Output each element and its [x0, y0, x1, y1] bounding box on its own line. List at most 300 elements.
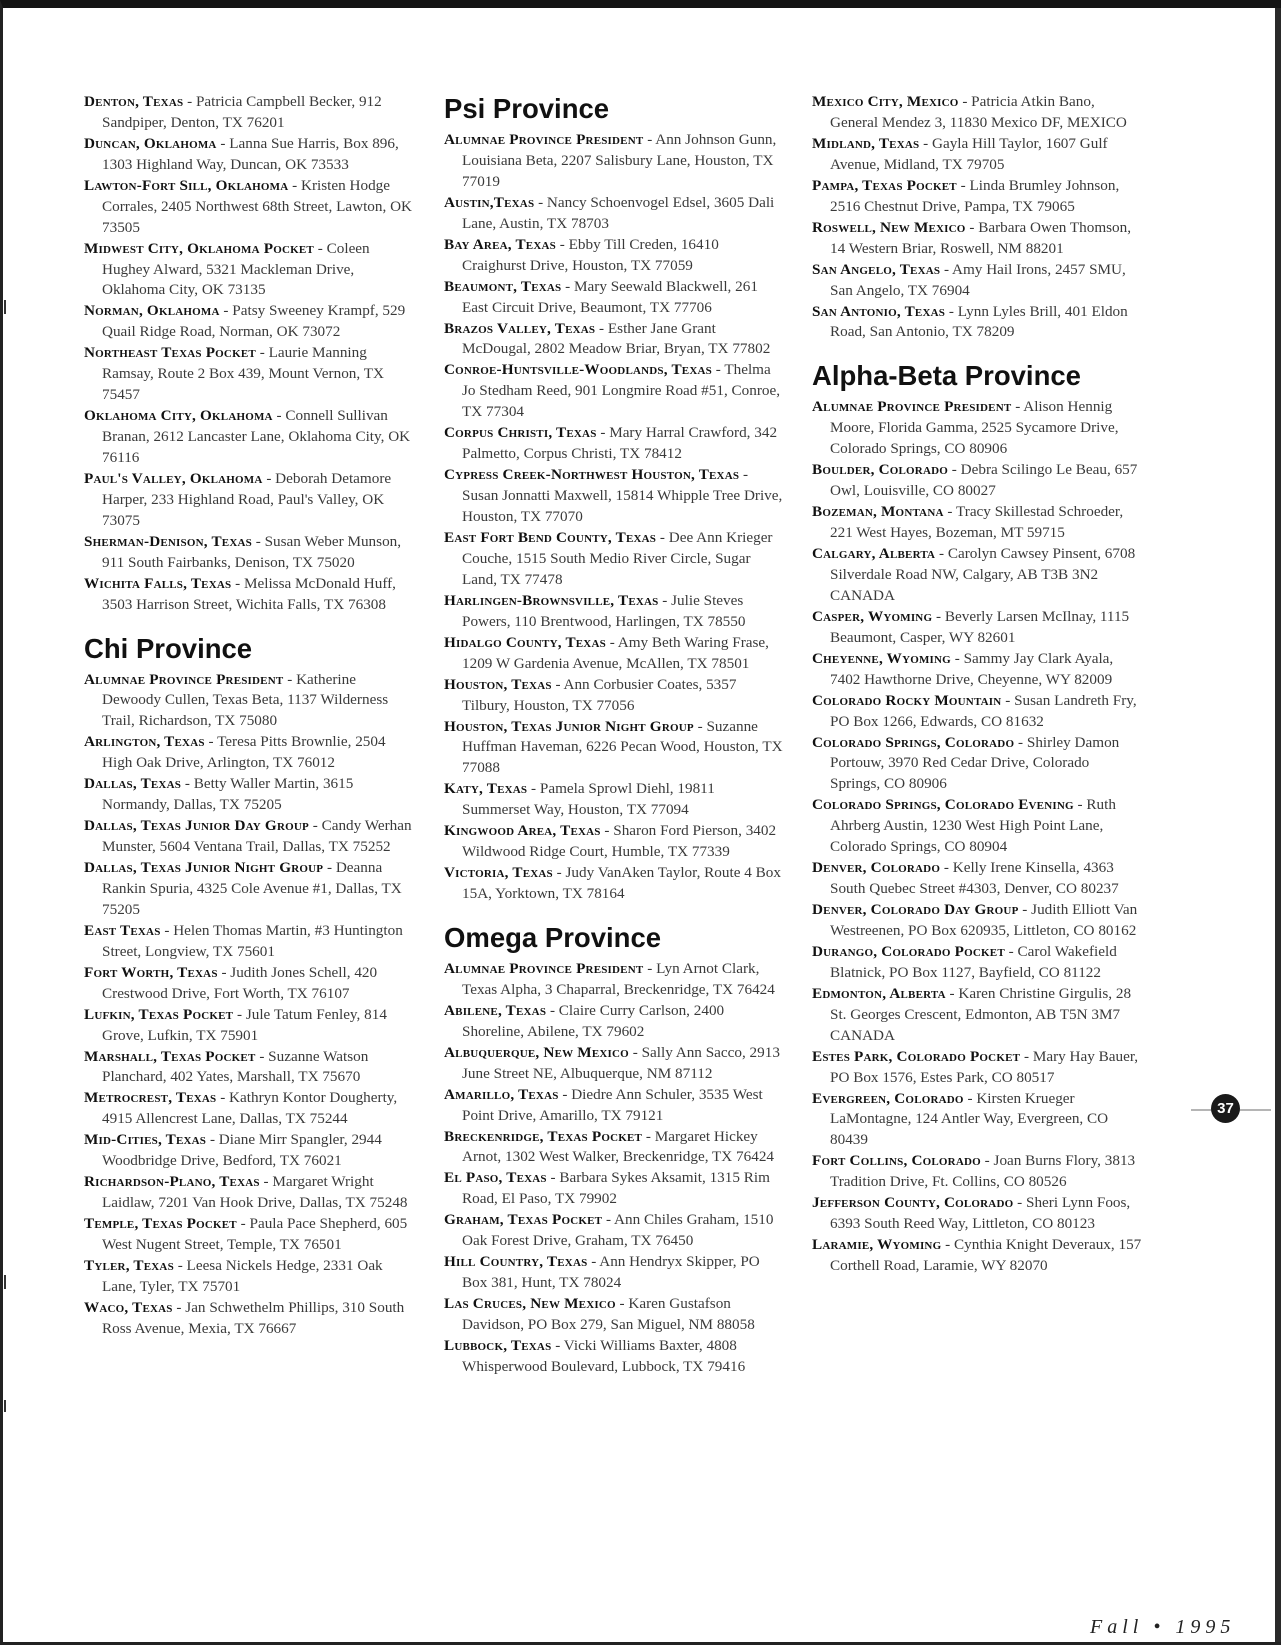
- chapter-name: Arlington, Texas: [84, 733, 205, 751]
- chapter-name: San Angelo, Texas: [812, 260, 941, 278]
- chapter-name: Northeast Texas Pocket: [84, 344, 256, 362]
- directory-entry: [84, 532, 414, 574]
- separator-dash: -: [1020, 1047, 1033, 1065]
- directory-entry: [84, 301, 414, 343]
- directory-entry: [84, 134, 414, 176]
- directory-entry: [444, 1336, 784, 1378]
- chapter-name: Conroe-Huntsville-Woodlands, Texas: [444, 361, 712, 379]
- separator-dash: -: [255, 344, 269, 362]
- chapter-name: Evergreen, Colorado: [812, 1089, 964, 1107]
- chapter-name: Boulder, Colorado: [812, 461, 948, 479]
- separator-dash: -: [288, 176, 302, 194]
- directory-entry: [812, 176, 1142, 218]
- chapter-name: Houston, Texas: [444, 675, 552, 693]
- directory-entry: [444, 1043, 784, 1085]
- directory-entry: [444, 717, 784, 780]
- separator-dash: -: [551, 1337, 564, 1355]
- directory-entry: [444, 1127, 784, 1169]
- contact-address: Linda Brumley Johnson, 2516 Chestnut Drive, Pampa, TX 79065: [830, 176, 1120, 215]
- chapter-name: Estes Park, Colorado Pocket: [812, 1047, 1021, 1065]
- contact-address: Judith Jones Schell, 420 Crestwood Drive, Fort Worth, TX 76107: [102, 963, 378, 1002]
- margin-mark: [4, 1275, 6, 1289]
- chapter-name: Dallas, Texas Junior Day Group: [84, 817, 309, 835]
- directory-entry: [444, 235, 784, 277]
- separator-dash: -: [693, 717, 707, 735]
- chapter-name: Bozeman, Montana: [812, 503, 944, 521]
- separator-dash: -: [259, 1173, 273, 1191]
- chapter-name: Mexico City, Mexico: [812, 93, 959, 110]
- directory-entry: [812, 649, 1142, 691]
- chapter-name: El Paso, Texas: [444, 1169, 547, 1187]
- margin-mark: [4, 300, 6, 314]
- contact-address: Patricia Atkin Bano, General Mendez 3, 11830 Mexico DF, MEXICO: [830, 93, 1127, 131]
- directory-entry: [444, 1294, 784, 1336]
- chapter-name: Oklahoma City, Oklahoma: [84, 407, 273, 425]
- directory-entry: [812, 260, 1142, 302]
- contact-address: Deanna Rankin Spuria, 4325 Cole Avenue #1, Dallas, TX 75205: [102, 859, 402, 918]
- contact-address: Vicki Williams Baxter, 4808 Whisperwood Boulevard, Lubbock, TX 79416: [462, 1337, 746, 1375]
- contact-address: Claire Curry Carlson, 2400 Shoreline, Abilene, TX 79602: [462, 1001, 725, 1040]
- directory-entry: [84, 343, 414, 406]
- chapter-name: Wichita Falls, Texas: [84, 574, 232, 592]
- separator-dash: -: [552, 864, 566, 882]
- contact-address: Carol Wakefield Blatnick, PO Box 1127, Bayfield, CO 81122: [830, 942, 1117, 981]
- directory-entry: [812, 1151, 1142, 1193]
- contact-address: Ann Chiles Graham, 1510 Oak Forest Drive, Graham, TX 76450: [462, 1211, 774, 1250]
- separator-dash: -: [615, 1295, 629, 1313]
- separator-dash: -: [255, 1047, 269, 1065]
- separator-dash: -: [711, 361, 725, 379]
- directory-entry: [84, 670, 414, 733]
- directory-entry: [812, 984, 1142, 1047]
- contact-address: Gayla Hill Taylor, 1607 Gulf Avenue, Midland, TX 79705: [830, 134, 1108, 173]
- directory-entry: [812, 858, 1142, 900]
- chapter-name: Duncan, Oklahoma: [84, 134, 217, 152]
- directory-entry: [84, 963, 414, 1005]
- contact-address: Margaret Wright Laidlaw, 7201 Van Hook Drive, Dallas, TX 75248: [102, 1173, 408, 1212]
- contact-address: Karen Christine Girgulis, 28 St. Georges Crescent, Edmonton, AB T5N 3M7 CANADA: [830, 984, 1132, 1044]
- separator-dash: -: [980, 1152, 994, 1170]
- contact-address: Sheri Lynn Foos, 6393 South Reed Way, Littleton, CO 80123: [830, 1194, 1131, 1233]
- chapter-name: Harlingen-Brownsville, Texas: [444, 591, 659, 609]
- directory-entry: [812, 92, 1142, 134]
- directory-column-3: [812, 92, 1142, 1277]
- chapter-name: Durango, Colorado Pocket: [812, 942, 1005, 960]
- separator-dash: -: [219, 302, 233, 320]
- chapter-name: Richardson-Plano, Texas: [84, 1173, 260, 1191]
- chapter-name: Denver, Colorado Day Group: [812, 901, 1019, 919]
- directory-entry: [812, 607, 1142, 649]
- directory-entry: [444, 633, 784, 675]
- directory-entry: [444, 1210, 784, 1252]
- directory-entry: [444, 779, 784, 821]
- chapter-name: Alumnae Province President: [84, 670, 284, 688]
- directory-entry: [84, 92, 414, 134]
- directory-entry: [812, 134, 1142, 176]
- directory-entry: [84, 574, 414, 616]
- directory-entry: [812, 1235, 1142, 1277]
- contact-address: Barbara Owen Thomson, 14 Western Briar, Roswell, NM 88201: [830, 218, 1132, 257]
- contact-address: Shirley Damon Portouw, 3970 Red Cedar Drive, Colorado Springs, CO 80906: [830, 733, 1120, 793]
- separator-dash: -: [206, 1131, 219, 1149]
- separator-dash: -: [561, 277, 575, 295]
- directory-entry: [812, 544, 1142, 607]
- directory-entry: [444, 959, 784, 1001]
- directory-entry: [444, 1085, 784, 1127]
- contact-address: Mary Hay Bauer, PO Box 1576, Estes Park, CO 80517: [830, 1047, 1139, 1086]
- separator-dash: -: [1011, 398, 1024, 416]
- province-heading: Omega Province: [444, 921, 662, 953]
- separator-dash: -: [323, 859, 336, 877]
- separator-dash: -: [551, 675, 564, 693]
- chapter-name: Calgary, Alberta: [812, 544, 936, 562]
- separator-dash: -: [1001, 691, 1015, 709]
- chapter-name: Metrocrest, Texas: [84, 1089, 217, 1107]
- separator-dash: -: [587, 1253, 600, 1271]
- separator-dash: -: [656, 528, 669, 546]
- contact-address: Leesa Nickels Hedge, 2331 Oak Lane, Tyler, TX 75701: [102, 1257, 383, 1295]
- separator-dash: -: [216, 134, 230, 152]
- separator-dash: -: [527, 780, 540, 798]
- chapter-name: Tyler, Texas: [84, 1257, 174, 1275]
- separator-dash: -: [596, 424, 610, 442]
- separator-dash: -: [600, 822, 614, 840]
- directory-entry: [812, 733, 1142, 796]
- contact-address: Karen Gustafson Davidson, PO Box 279, San Miguel, NM 88058: [462, 1295, 755, 1334]
- chapter-name: Las Cruces, New Mexico: [444, 1295, 616, 1313]
- chapter-name: Lubbock, Texas: [444, 1337, 552, 1355]
- directory-entry: [84, 774, 414, 816]
- chapter-name: Amarillo, Texas: [444, 1085, 559, 1103]
- separator-dash: -: [283, 670, 297, 688]
- chapter-name: Laramie, Wyoming: [812, 1236, 942, 1254]
- separator-dash: -: [534, 193, 547, 211]
- chapter-name: Cheyenne, Wyoming: [812, 649, 951, 667]
- chapter-name: Austin,Texas: [444, 193, 535, 211]
- directory-entry: [84, 1214, 414, 1256]
- contact-address: Amy Hail Irons, 2457 SMU, San Angelo, TX 76904: [830, 260, 1126, 299]
- chapter-name: Lufkin, Texas Pocket: [84, 1005, 234, 1023]
- contact-address: Coleen Hughey Alward, 5321 Mackleman Drive, Oklahoma City, OK 73135: [102, 239, 370, 299]
- directory-entry: [812, 691, 1142, 733]
- chapter-name: Norman, Oklahoma: [84, 302, 220, 320]
- contact-address: Kirsten Krueger LaMontagne, 124 Antler Way, Evergreen, CO 80439: [830, 1089, 1109, 1149]
- margin-mark: [4, 1400, 6, 1412]
- chapter-name: Dallas, Texas Junior Night Group: [84, 859, 324, 877]
- separator-dash: -: [160, 921, 174, 939]
- separator-dash: -: [204, 733, 218, 751]
- contact-address: Kelly Irene Kinsella, 4363 South Quebec Street #4303, Denver, CO 80237: [830, 859, 1119, 898]
- separator-dash: -: [181, 775, 194, 793]
- separator-dash: -: [251, 532, 265, 550]
- separator-dash: -: [941, 1236, 954, 1254]
- contact-address: Patsy Sweeney Krampf, 529 Quail Ridge Road, Norman, OK 73072: [102, 302, 406, 341]
- directory-entry: [812, 1047, 1142, 1089]
- chapter-name: Denver, Colorado: [812, 859, 941, 877]
- separator-dash: -: [932, 607, 945, 625]
- contact-address: Amy Beth Waring Frase, 1209 W Gardenia Avenue, McAllen, TX 78501: [462, 633, 769, 672]
- chapter-name: Houston, Texas Junior Night Group: [444, 717, 694, 735]
- chapter-name: Hill Country, Texas: [444, 1253, 588, 1271]
- separator-dash: -: [1004, 942, 1018, 960]
- contact-address: Teresa Pitts Brownlie, 2504 High Oak Drive, Arlington, TX 76012: [102, 733, 386, 772]
- separator-dash: -: [555, 235, 569, 253]
- contact-address: Judy VanAken Taylor, Route 4 Box 15A, Yorktown, TX 78164: [462, 864, 781, 903]
- contact-address: Mary Seewald Blackwell, 261 East Circuit Drive, Beaumont, TX 77706: [462, 277, 758, 316]
- separator-dash: -: [1018, 901, 1032, 919]
- directory-entry: [444, 1168, 784, 1210]
- separator-dash: -: [945, 302, 958, 320]
- chapter-name: Mid-Cities, Texas: [84, 1131, 207, 1149]
- separator-dash: -: [1073, 796, 1087, 814]
- contact-address: Susan Jonnatti Maxwell, 15814 Whipple Tree Drive, Houston, TX 77070: [462, 487, 783, 525]
- directory-entry: [444, 423, 784, 465]
- directory-entry: [444, 130, 784, 193]
- chapter-name: Kingwood Area, Texas: [444, 822, 601, 840]
- contact-address: Nancy Schoenvogel Edsel, 3605 Dali Lane, Austin, TX 78703: [462, 193, 775, 232]
- contact-address: Jan Schwethelm Phillips, 310 South Ross Avenue, Mexia, TX 76667: [102, 1299, 405, 1337]
- chapter-name: Paul's Valley, Oklahoma: [84, 469, 263, 487]
- chapter-name: Temple, Texas Pocket: [84, 1215, 237, 1233]
- contact-address: Kristen Hodge Corrales, 2405 Northwest 68th Street, Lawton, OK 73505: [102, 176, 413, 236]
- contact-address: Jule Tatum Fenley, 814 Grove, Lufkin, TX 75901: [102, 1005, 387, 1044]
- separator-dash: -: [231, 574, 244, 592]
- directory-entry: [812, 900, 1142, 942]
- chapter-name: Brazos Valley, Texas: [444, 319, 596, 337]
- separator-dash: -: [217, 963, 231, 981]
- contact-address: Patricia Campbell Becker, 912 Sandpiper, Denton, TX 76201: [102, 93, 382, 131]
- directory-entry: [84, 1130, 414, 1172]
- chapter-name: East Texas: [84, 921, 161, 939]
- separator-dash: -: [546, 1001, 559, 1019]
- contact-address: Paula Pace Shepherd, 605 West Nugent Street, Temple, TX 76501: [102, 1215, 408, 1254]
- directory-entry: [84, 921, 414, 963]
- contact-address: Betty Waller Martin, 3615 Normandy, Dallas, TX 75205: [102, 775, 354, 814]
- directory-entry: [812, 502, 1142, 544]
- issue-footer: Fall • 1995: [1090, 1616, 1236, 1638]
- chapter-name: Lawton-Fort Sill, Oklahoma: [84, 176, 289, 194]
- contact-address: Sharon Ford Pierson, 3402 Wildwood Ridge Court, Humble, TX 77339: [462, 822, 777, 861]
- chapter-name: Bay Area, Texas: [444, 235, 556, 253]
- chapter-name: Hidalgo County, Texas: [444, 633, 606, 651]
- chapter-name: Alumnae Province President: [812, 398, 1012, 416]
- separator-dash: -: [963, 1089, 977, 1107]
- chapter-name: Colorado Springs, Colorado Evening: [812, 796, 1074, 814]
- separator-dash: -: [272, 407, 286, 425]
- contact-address: Judith Elliott Van Westreenen, PO Box 620935, Littleton, CO 80162: [830, 901, 1138, 939]
- chapter-name: Fort Collins, Colorado: [812, 1152, 981, 1170]
- separator-dash: -: [940, 859, 953, 877]
- page-number-badge: 37: [1211, 1094, 1240, 1123]
- contact-address: Katherine Dewoody Cullen, Texas Beta, 1137 Wilderness Trail, Richardson, TX 75080: [102, 670, 389, 730]
- chapter-name: Midwest City, Oklahoma Pocket: [84, 239, 314, 257]
- contact-address: Suzanne Huffman Haveman, 6226 Pecan Wood, Houston, TX 77088: [462, 717, 783, 777]
- separator-dash: -: [236, 1215, 250, 1233]
- contact-address: Ann Corbusier Coates, 5357 Tilbury, Houston, TX 77056: [462, 675, 737, 714]
- contact-address: Thelma Jo Stedham Reed, 901 Longmire Road #51, Conroe, TX 77304: [462, 361, 781, 421]
- separator-dash: -: [313, 239, 327, 257]
- chapter-name: Abilene, Texas: [444, 1001, 547, 1019]
- contact-address: Beverly Larsen McIlnay, 1115 Beaumont, Casper, WY 82601: [830, 607, 1130, 646]
- separator-dash: -: [948, 461, 961, 479]
- contact-address: Debra Scilingo Le Beau, 657 Owl, Louisville, CO 80027: [830, 461, 1138, 500]
- contact-address: Ebby Till Creden, 16410 Craighurst Drive, Houston, TX 77059: [462, 235, 719, 274]
- chapter-name: Alumnae Province President: [444, 131, 644, 148]
- chapter-name: Colorado Rocky Mountain: [812, 691, 1002, 709]
- separator-dash: -: [628, 1043, 642, 1061]
- chapter-name: Graham, Texas Pocket: [444, 1211, 603, 1229]
- contact-address: Melissa McDonald Huff, 3503 Harrison Street, Wichita Falls, TX 76308: [102, 574, 396, 613]
- separator-dash: -: [739, 466, 749, 484]
- directory-entry: [444, 193, 784, 235]
- contact-address: Diane Mirr Spangler, 2944 Woodbridge Drive, Bedford, TX 76021: [102, 1131, 382, 1170]
- contact-address: Lynn Lyles Brill, 401 Eldon Road, San Antonio, TX 78209: [830, 302, 1128, 341]
- chapter-name: Albuquerque, New Mexico: [444, 1043, 629, 1061]
- contact-address: Helen Thomas Martin, #3 Huntington Street, Longview, TX 75601: [102, 921, 403, 960]
- chapter-name: Pampa, Texas Pocket: [812, 176, 957, 194]
- separator-dash: -: [642, 1127, 655, 1145]
- chapter-name: Victoria, Texas: [444, 864, 553, 882]
- directory-entry: [84, 1256, 414, 1298]
- separator-dash: -: [262, 469, 276, 487]
- separator-dash: -: [940, 260, 953, 278]
- contact-address: Esther Jane Grant McDougal, 2802 Meadow Briar, Bryan, TX 77802: [462, 319, 771, 358]
- directory-entry: [84, 1298, 414, 1340]
- chapter-name: Fort Worth, Texas: [84, 963, 218, 981]
- province-heading: Alpha-Beta Province: [812, 360, 1081, 392]
- contact-address: Alison Hennig Moore, Florida Gamma, 2525 Sycamore Drive, Colorado Springs, CO 80906: [830, 398, 1119, 458]
- directory-entry: [812, 1089, 1142, 1152]
- contact-address: Mary Harral Crawford, 342 Palmetto, Corpus Christi, TX 78412: [462, 424, 778, 463]
- chapter-name: Waco, Texas: [84, 1299, 173, 1316]
- directory-entry: [444, 675, 784, 717]
- contact-address: Tracy Skillestad Schroeder, 221 West Hayes, Bozeman, MT 59715: [830, 503, 1124, 541]
- separator-dash: -: [183, 93, 196, 110]
- contact-address: Candy Werhan Munster, 5604 Ventana Trail, Dallas, TX 75252: [102, 817, 412, 856]
- contact-address: Diedre Ann Schuler, 3535 West Point Drive, Amarillo, TX 79121: [462, 1085, 763, 1124]
- contact-address: Barbara Sykes Aksamit, 1315 Rim Road, El Paso, TX 79902: [462, 1169, 770, 1208]
- separator-dash: -: [945, 984, 959, 1002]
- chapter-name: Alumnae Province President: [444, 959, 644, 977]
- contact-address: Margaret Hickey Arnot, 1302 West Walker, Breckenridge, TX 76424: [462, 1127, 775, 1166]
- directory-entry: [84, 858, 414, 921]
- directory-entry: [812, 397, 1142, 460]
- directory-entry: [84, 1172, 414, 1214]
- chapter-name: Dallas, Texas: [84, 775, 182, 793]
- directory-entry: [812, 942, 1142, 984]
- chapter-name: Marshall, Texas Pocket: [84, 1047, 256, 1065]
- chapter-name: Breckenridge, Texas Pocket: [444, 1127, 643, 1145]
- contact-address: Pamela Sprowl Diehl, 19811 Summerset Way, Houston, TX 77094: [462, 780, 715, 819]
- chapter-name: Sherman-Denison, Texas: [84, 532, 252, 550]
- separator-dash: -: [643, 131, 656, 148]
- chapter-name: Cypress Creek-Northwest Houston, Texas: [444, 466, 740, 484]
- directory-entry: [84, 1088, 414, 1130]
- separator-dash: -: [602, 1211, 615, 1229]
- contact-address: Sally Ann Sacco, 2913 June Street NE, Albuquerque, NM 87112: [462, 1043, 780, 1082]
- separator-dash: -: [1014, 733, 1027, 751]
- separator-dash: -: [308, 817, 322, 835]
- chapter-name: San Antonio, Texas: [812, 302, 946, 320]
- directory-column-2: [444, 92, 784, 1378]
- directory-entry: [444, 591, 784, 633]
- directory-entry: [84, 469, 414, 532]
- chapter-name: Casper, Wyoming: [812, 607, 933, 625]
- contact-address: Susan Weber Munson, 911 South Fairbanks, Denison, TX 75020: [102, 532, 402, 571]
- directory-column-1: [84, 92, 414, 1340]
- directory-entry: [84, 816, 414, 858]
- chapter-name: East Fort Bend County, Texas: [444, 528, 657, 546]
- chapter-name: Jefferson County, Colorado: [812, 1194, 1014, 1212]
- directory-entry: [444, 863, 784, 905]
- contact-address: Sammy Jay Clark Ayala, 7402 Hawthorne Drive, Cheyenne, WY 82009: [830, 649, 1114, 688]
- chapter-name: Denton, Texas: [84, 93, 184, 110]
- directory-entry: [444, 528, 784, 591]
- chapter-name: Midland, Texas: [812, 134, 920, 152]
- directory-entry: [812, 218, 1142, 260]
- directory-entry: [812, 795, 1142, 858]
- separator-dash: -: [216, 1089, 230, 1107]
- directory-entry: [444, 319, 784, 361]
- contact-address: Lanna Sue Harris, Box 896, 1303 Highland Way, Duncan, OK 73533: [102, 134, 399, 173]
- separator-dash: -: [943, 503, 957, 521]
- directory-entry: [812, 1193, 1142, 1235]
- province-heading: Psi Province: [444, 93, 610, 124]
- separator-dash: -: [950, 649, 964, 667]
- chapter-name: Beaumont, Texas: [444, 277, 562, 295]
- separator-dash: -: [595, 319, 608, 337]
- separator-dash: -: [558, 1085, 572, 1103]
- contact-address: Susan Landreth Fry, PO Box 1266, Edwards, CO 81632: [830, 691, 1137, 730]
- contact-address: Carolyn Cawsey Pinsent, 6708 Silverdale Road NW, Calgary, AB T3B 3N2 CANADA: [830, 544, 1136, 604]
- separator-dash: -: [658, 591, 672, 609]
- directory-entry: [444, 821, 784, 863]
- contact-address: Julie Steves Powers, 110 Brentwood, Harlingen, TX 78550: [462, 591, 746, 630]
- separator-dash: -: [965, 218, 979, 236]
- directory-entry: [84, 406, 414, 469]
- contact-address: Ruth Ahrberg Austin, 1230 West High Point Lane, Colorado Springs, CO 80904: [830, 796, 1116, 856]
- directory-entry: [444, 277, 784, 319]
- contact-address: Cynthia Knight Deveraux, 157 Corthell Road, Laramie, WY 82070: [830, 1236, 1142, 1275]
- separator-dash: -: [958, 93, 972, 110]
- separator-dash: -: [956, 176, 970, 194]
- directory-entry: [444, 1252, 784, 1294]
- chapter-name: Edmonton, Alberta: [812, 984, 946, 1002]
- directory-entry: [812, 460, 1142, 502]
- directory-entry: [444, 1001, 784, 1043]
- chapter-name: Roswell, New Mexico: [812, 218, 966, 236]
- separator-dash: -: [643, 959, 657, 977]
- directory-entry: [84, 732, 414, 774]
- directory-entry: [84, 176, 414, 239]
- contact-address: Laurie Manning Ramsay, Route 2 Box 439, Mount Vernon, TX 75457: [102, 344, 384, 404]
- directory-entry: [84, 1005, 414, 1047]
- separator-dash: -: [1013, 1194, 1027, 1212]
- separator-dash: -: [172, 1299, 186, 1316]
- separator-dash: -: [546, 1169, 560, 1187]
- contact-address: Deborah Detamore Harper, 233 Highland Road, Paul's Valley, OK 73075: [102, 469, 392, 529]
- contact-address: Ann Hendryx Skipper, PO Box 381, Hunt, TX 78024: [462, 1253, 760, 1292]
- separator-dash: -: [935, 544, 948, 562]
- contact-address: Ann Johnson Gunn, Louisiana Beta, 2207 Salisbury Lane, Houston, TX 77019: [462, 131, 777, 190]
- separator-dash: -: [605, 633, 618, 651]
- chapter-name: Katy, Texas: [444, 780, 528, 798]
- contact-address: Lyn Arnot Clark, Texas Alpha, 3 Chaparral, Breckenridge, TX 76424: [462, 959, 775, 998]
- contact-address: Dee Ann Krieger Couche, 1515 South Medio River Circle, Sugar Land, TX 77478: [462, 528, 773, 588]
- directory-entry: [812, 302, 1142, 344]
- chapter-name: Corpus Christi, Texas: [444, 424, 597, 442]
- directory-entry: [84, 239, 414, 302]
